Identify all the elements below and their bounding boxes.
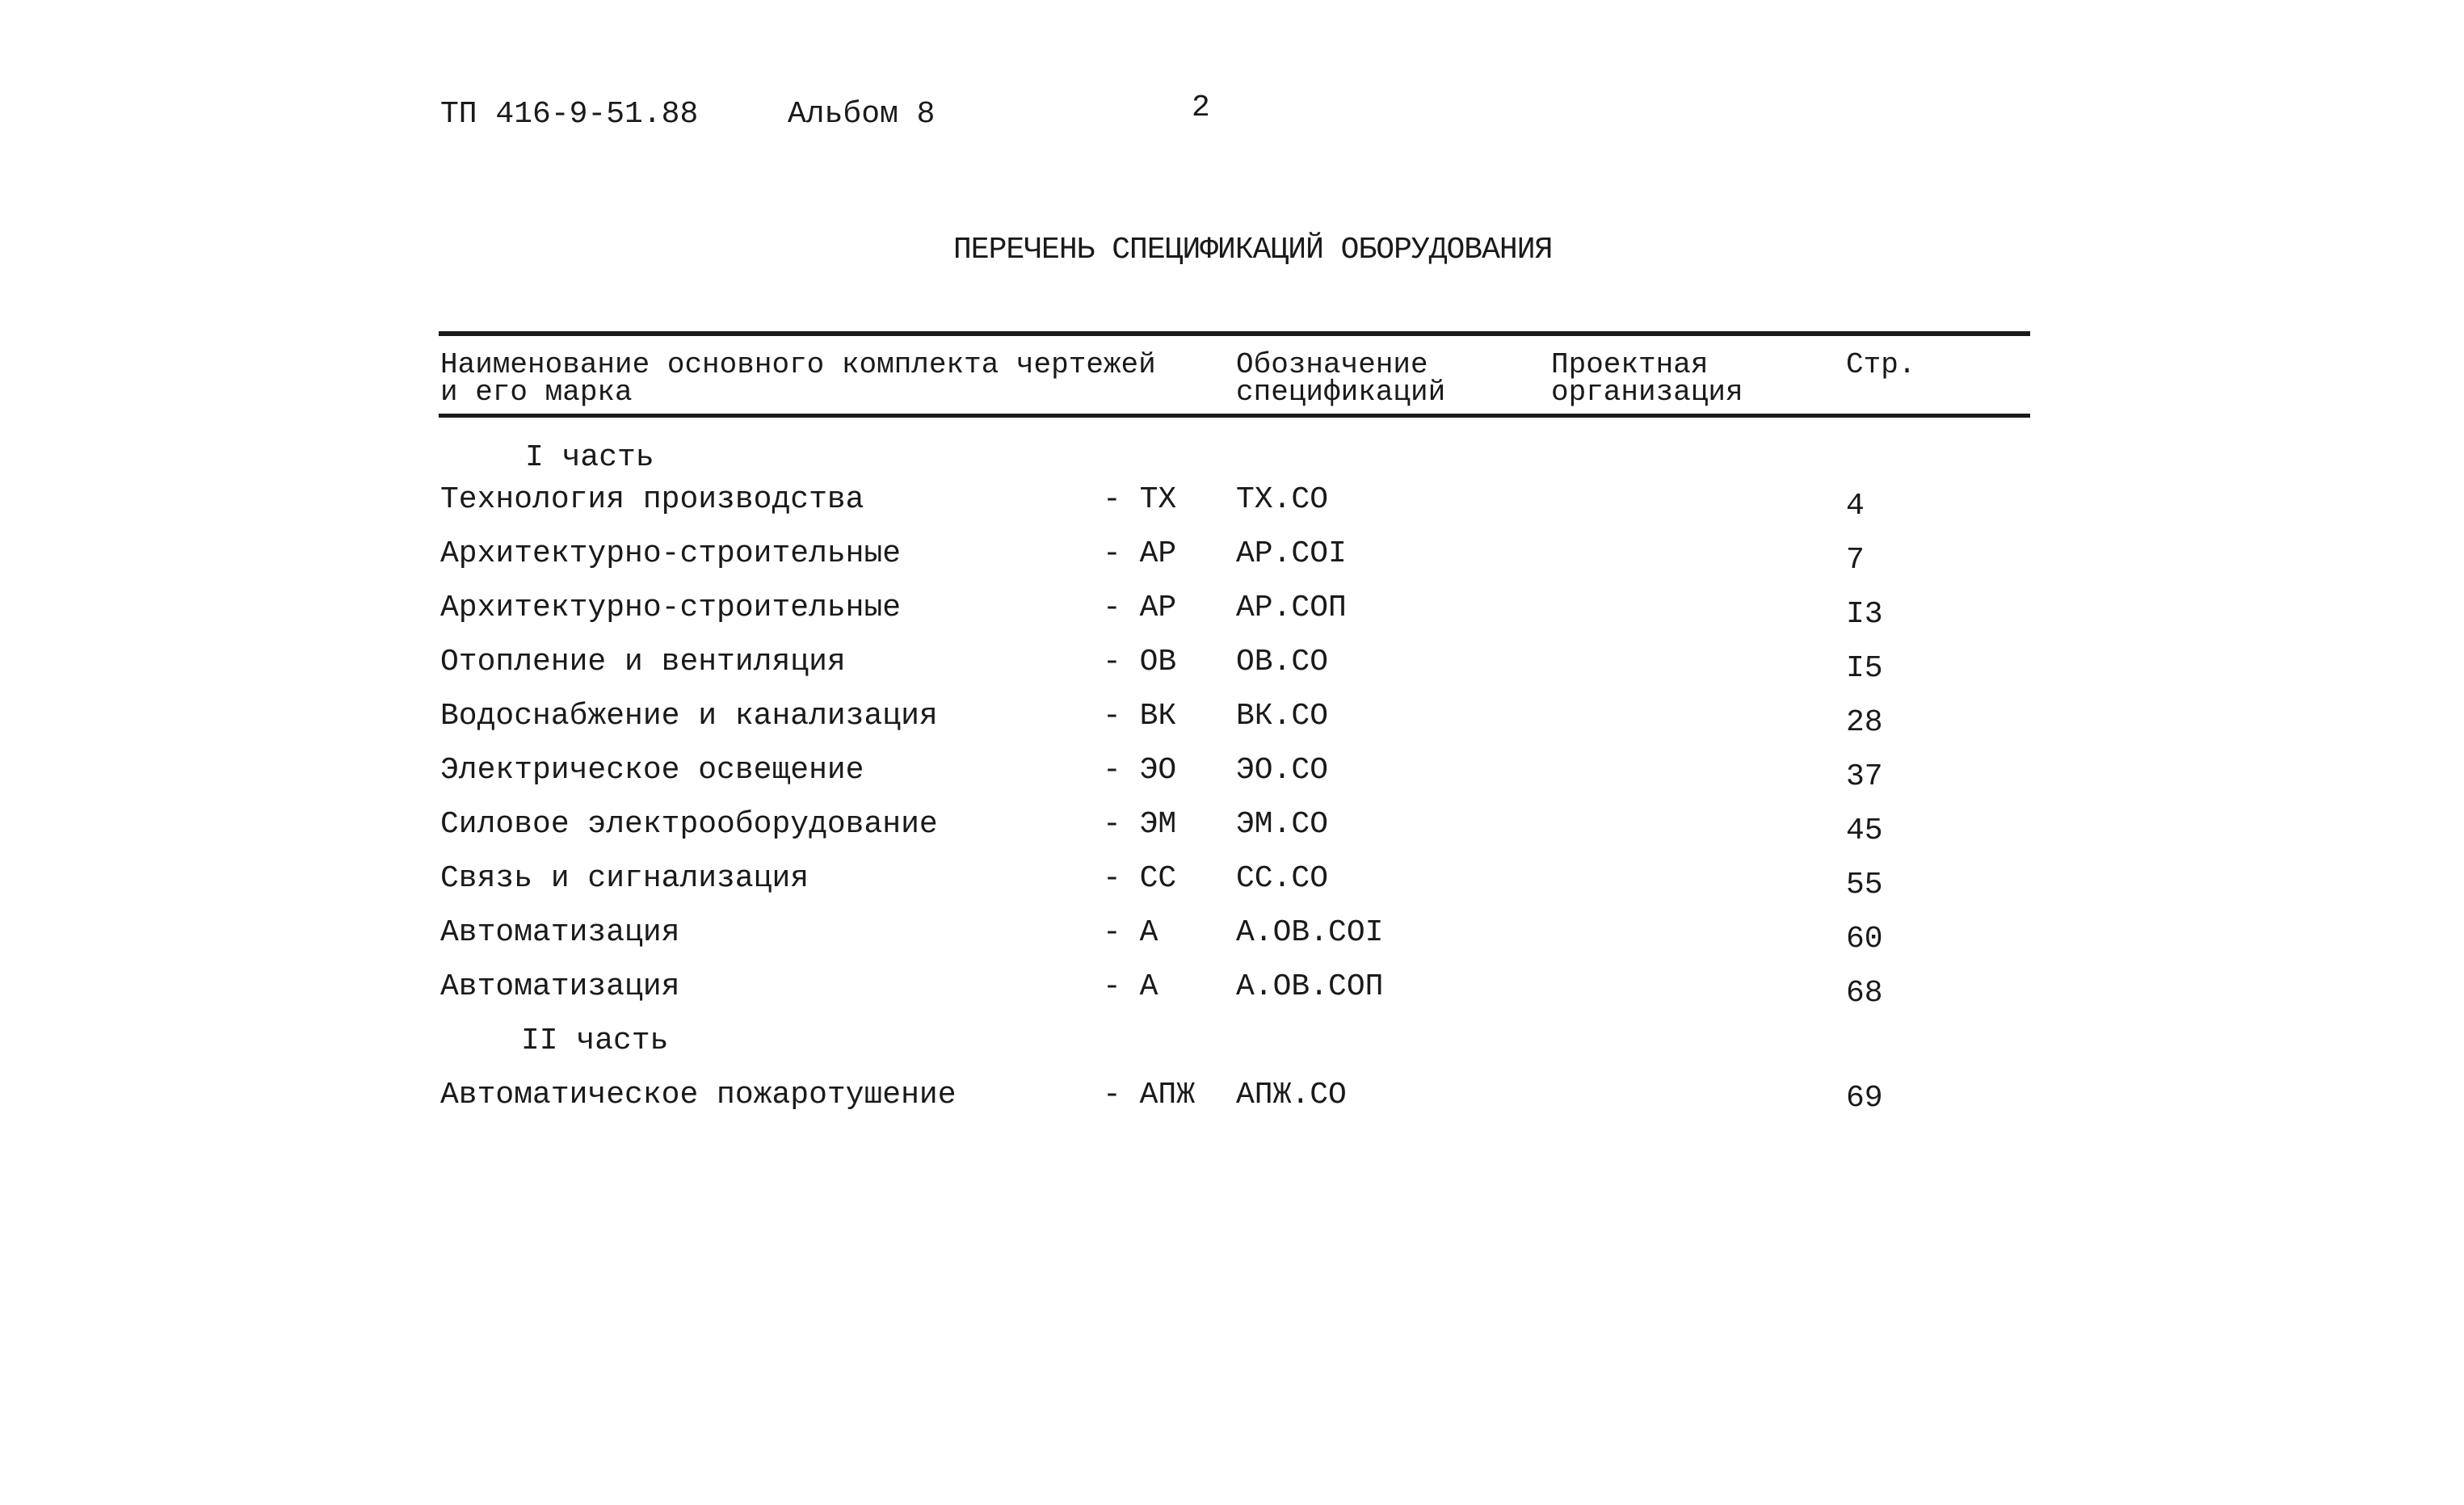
row-name: Автоматизация [440, 915, 680, 950]
col-header-org-line1: Проектная [1551, 348, 1709, 381]
section-part-1: I часть [525, 440, 654, 475]
table-row [0, 645, 2464, 693]
row-mark: - АР [1103, 591, 1177, 625]
col-header-name [440, 348, 1156, 409]
row-code: А.ОВ.СОI [1236, 915, 1384, 950]
row-name: Архитектурно-строительные [440, 536, 902, 571]
row-code: ЭО.СО [1236, 753, 1329, 788]
row-page: 60 [1846, 922, 1883, 956]
row-page: 68 [1846, 976, 1883, 1011]
row-code: АР.СОП [1236, 591, 1347, 625]
table-top-rule [439, 331, 2030, 336]
row-code: ТХ.СО [1236, 482, 1329, 517]
row-name: Отопление и вентиляция [440, 645, 846, 679]
col-header-name-line1: Наименование основного комплекта чертежей [440, 348, 1156, 381]
row-name: Водоснабжение и канализация [440, 699, 938, 734]
row-page: 4 [1846, 489, 1865, 523]
table-row [0, 591, 2464, 639]
table-row [0, 753, 2464, 801]
col-header-org-line2: организация [1551, 376, 1743, 409]
row-code: АР.СОI [1236, 536, 1347, 571]
row-code: ЭМ.СО [1236, 807, 1329, 842]
row-mark: - АПЖ [1103, 1078, 1196, 1112]
row-page: 28 [1846, 705, 1883, 740]
row-page: 37 [1846, 759, 1883, 794]
row-mark: - АР [1103, 536, 1177, 571]
row-mark: - А [1103, 969, 1158, 1004]
row-name: Автоматизация [440, 969, 680, 1004]
table-row [0, 536, 2464, 585]
row-page: 7 [1846, 543, 1865, 578]
row-name: Силовое электрооборудование [440, 807, 938, 842]
row-name: Электрическое освещение [440, 753, 864, 788]
row-page: I3 [1846, 597, 1883, 632]
row-mark: - ТХ [1103, 482, 1177, 517]
row-mark: - ЭМ [1103, 807, 1177, 842]
col-header-org [1551, 348, 1743, 409]
row-page: 69 [1846, 1081, 1883, 1116]
col-header-code [1236, 348, 1446, 409]
col-header-name-line2: и его марка [440, 376, 633, 409]
album-label: Альбом 8 [788, 97, 936, 132]
table-row [0, 482, 2464, 531]
col-header-page: Стр. [1846, 348, 1916, 381]
section-part-2: II часть [521, 1024, 669, 1058]
row-mark: - А [1103, 915, 1158, 950]
table-row [0, 861, 2464, 910]
row-page: 45 [1846, 813, 1883, 848]
table-row [0, 807, 2464, 855]
row-name: Архитектурно-строительные [440, 591, 902, 625]
row-mark: - СС [1103, 861, 1177, 896]
row-page: 55 [1846, 868, 1883, 902]
col-header-code-line1: Обозначение [1236, 348, 1428, 381]
table-row [0, 699, 2464, 747]
table-row [0, 915, 2464, 964]
table-row [0, 969, 2464, 1018]
col-header-code-line2: спецификаций [1236, 376, 1446, 409]
table-row [0, 1078, 2464, 1126]
page-title: ПЕРЕЧЕНЬ СПЕЦИФИКАЦИЙ ОБОРУДОВАНИЯ [953, 233, 1553, 267]
row-code: АПЖ.СО [1236, 1078, 1347, 1112]
row-name: Автоматическое пожаротушение [440, 1078, 957, 1112]
row-code: СС.СО [1236, 861, 1329, 896]
row-page: I5 [1846, 651, 1883, 686]
row-mark: - ЭО [1103, 753, 1177, 788]
row-code: ОВ.СО [1236, 645, 1329, 679]
row-name: Связь и сигнализация [440, 861, 809, 896]
row-mark: - ОВ [1103, 645, 1177, 679]
page-number: 2 [1192, 90, 1210, 125]
row-code: ВК.СО [1236, 699, 1329, 734]
row-name: Технология производства [440, 482, 864, 517]
row-code: А.ОВ.СОП [1236, 969, 1384, 1004]
table-header-rule [439, 414, 2030, 418]
doc-code: ТП 416-9-51.88 [440, 97, 699, 132]
row-mark: - ВК [1103, 699, 1177, 734]
